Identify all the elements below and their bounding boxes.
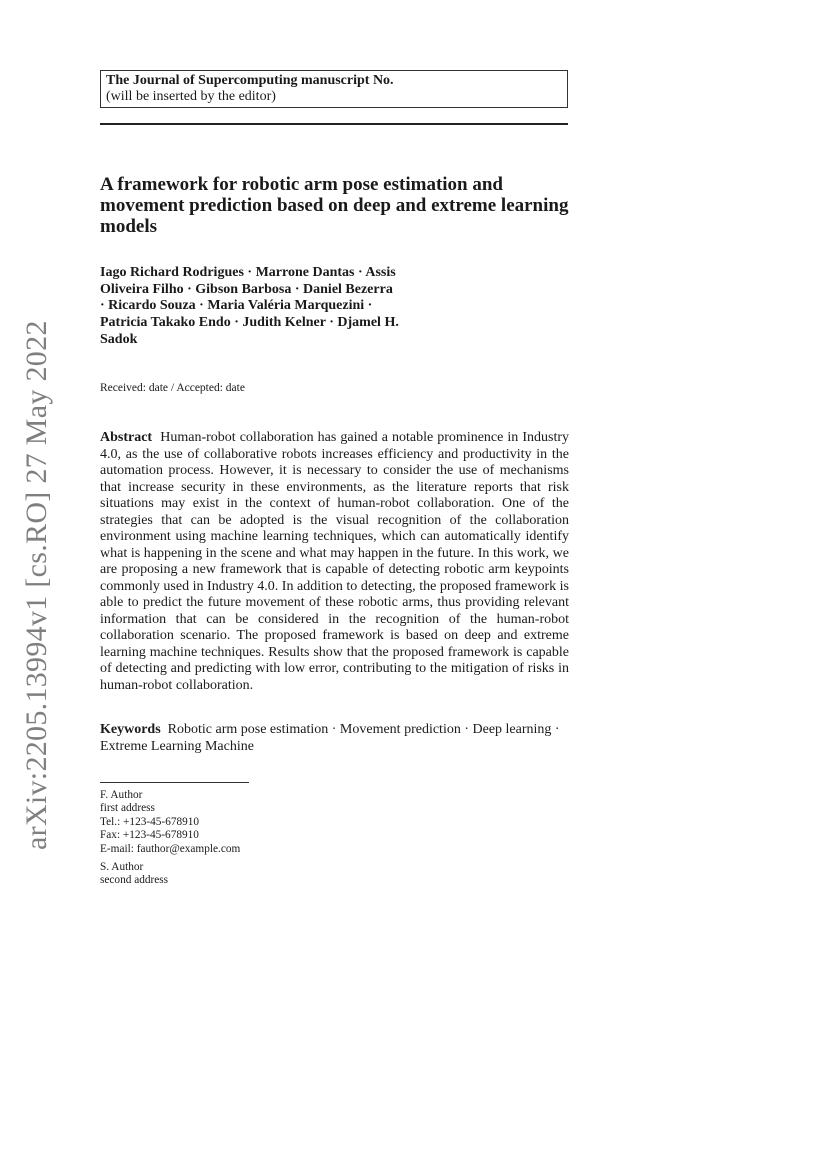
- keywords-label: Keywords: [100, 722, 161, 737]
- footnote-rule: [100, 782, 249, 783]
- footnote-first-author: [100, 789, 240, 856]
- footnote-second-author: [100, 861, 168, 888]
- keywords-text: Robotic arm pose estimation · Movement prediction · Deep learning · Extreme Learning Machine: [100, 722, 560, 754]
- journal-note: (will be inserted by the editor): [106, 89, 276, 104]
- first-author-tel: Tel.: +123-45-678910: [100, 815, 200, 828]
- abstract-label: Abstract: [100, 430, 153, 445]
- journal-header-box: [100, 70, 568, 108]
- first-author-fax: Fax: +123-45-678910: [100, 829, 199, 842]
- keywords: [100, 721, 569, 755]
- journal-title: The Journal of Supercomputing manuscript No.: [106, 73, 394, 88]
- first-author-email: E-mail: fauthor@example.com: [100, 842, 241, 855]
- abstract: [100, 430, 569, 694]
- paper-title: A framework for robotic arm pose estimation and movement prediction based on deep and extreme learning models: [100, 174, 569, 237]
- second-author-address: second address: [100, 874, 169, 887]
- second-author-name: S. Author: [100, 861, 144, 873]
- author-list: Iago Richard Rodrigues · Marrone Dantas · Assis Oliveira Filho · Gibson Barbosa · Daniel Bezerra · Ricardo Souza · Maria Valéria Marquezini · Patricia Takako Endo · Judith Kelner · Djamel H. Sadok: [100, 265, 399, 347]
- arxiv-stamp: arXiv:2205.13994v1 [cs.RO] 27 May 2022: [20, 320, 53, 850]
- header-rule: [100, 123, 568, 125]
- first-author-address: first address: [100, 802, 155, 815]
- first-author-name: F. Author: [100, 789, 143, 801]
- abstract-text: Human-robot collaboration has gained a notable prominence in Industry 4.0, as the use of collaborative robots increases efficiency and productivity in the automation process. However, it is necessary to consider the use of mechanisms that increase security in these environments, as the literature reports that risk situations may exist in the context of human-robot collaboration. One of the strategies that can be adopted is the visual recognition of the collaboration environment using machine learning techniques, which can automatically identify what is happening in the scene and what may happen in the future. In this work, we are proposing a new framework that is capable of detecting robotic arm keypoints commonly used in Industry 4.0. In addition to detecting, the proposed framework is able to predict the future movement of these robotic arms, thus providing relevant information that can be considered in the recognition of the human-robot collaboration scenario. The proposed framework is based on deep and extreme learning machine techniques. Results show that the proposed framework is capable of detecting and predicting with low error, contributing to the mitigation of risks in human-robot collaboration.: [100, 430, 570, 693]
- received-line: Received: date / Accepted: date: [100, 382, 245, 394]
